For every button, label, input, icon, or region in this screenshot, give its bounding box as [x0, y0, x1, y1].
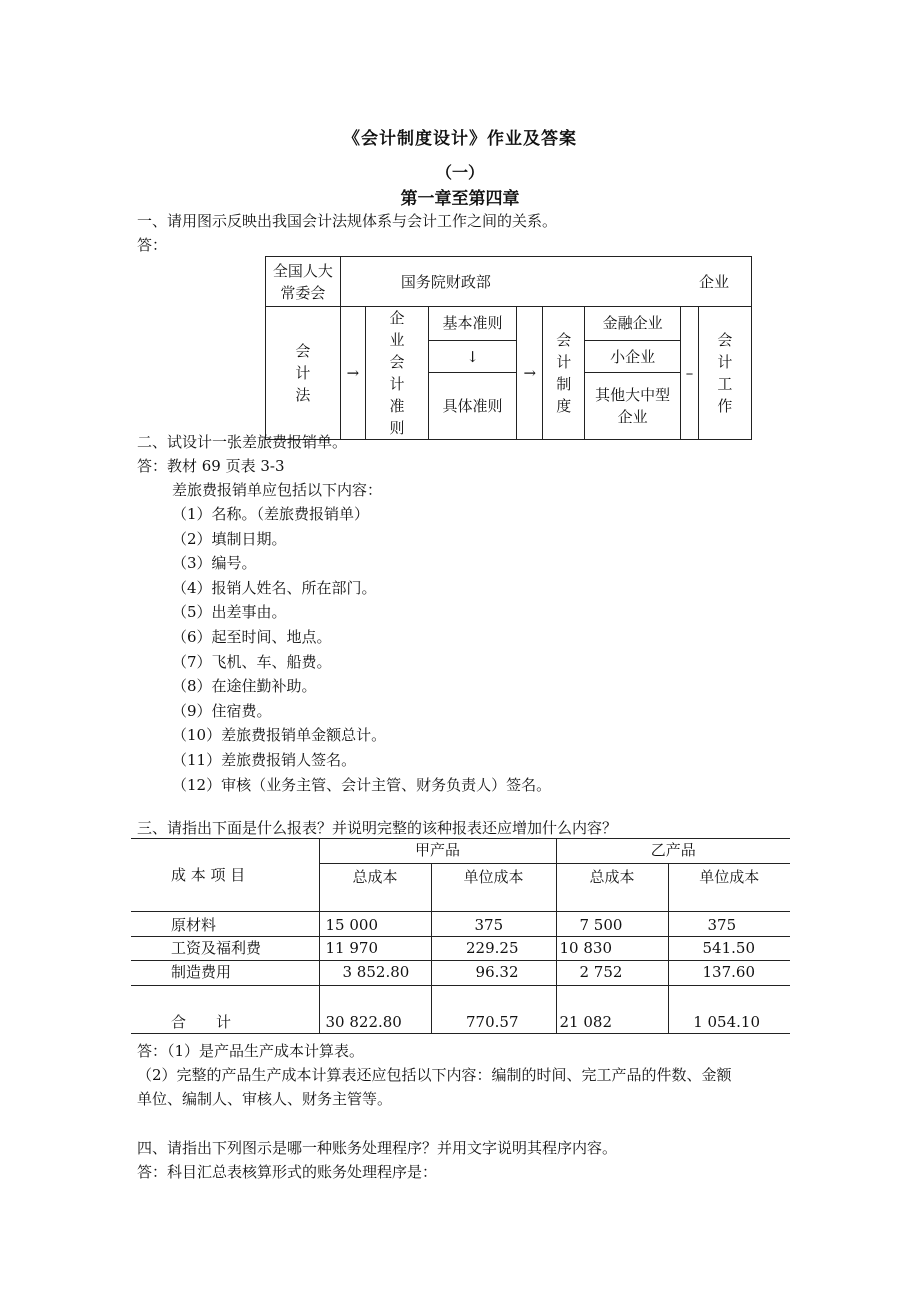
list-item: （12）审核（业务主管、会计主管、财务负责人）签名。	[172, 775, 552, 794]
b-total-cost-header: 总成本	[556, 864, 668, 912]
question-3: 三、请指出下面是什么报表？并说明完整的该种报表还应增加什么内容？	[137, 819, 618, 837]
a-unit-value: 770.57	[431, 986, 556, 1034]
list-item: （4）报销人姓名、所在部门。	[172, 578, 377, 597]
b-unit-value: 541.50	[668, 937, 790, 961]
b-total-value: 2 752	[556, 961, 668, 986]
a-unit-value: 229.25	[431, 937, 556, 961]
question-1: 一、请用图示反映出我国会计法规体系与会计工作之间的关系。	[137, 212, 558, 230]
cost-table	[131, 838, 790, 1034]
small-enterprise-cell: 小企业	[585, 340, 681, 373]
answer-3-part2-line2: 单位、编制人、审核人、财务主管等。	[137, 1090, 393, 1108]
accounting-work-cell: 会计工作	[698, 307, 751, 440]
a-total-value: 11 970	[319, 937, 431, 961]
gov-enterprise-cell	[340, 257, 751, 307]
a-unit-value: 375	[431, 912, 556, 937]
specific-standard-cell: 具体准则	[428, 373, 516, 440]
chapter-range: 第一章至第四章	[400, 189, 520, 209]
answer-label-1: 答：	[137, 236, 168, 254]
regulation-diagram	[265, 256, 752, 440]
list-item: （2）填制日期。	[172, 529, 287, 548]
table-row	[131, 937, 790, 961]
answer-2-intro: 差旅费报销单应包括以下内容：	[172, 481, 383, 499]
a-unit-cost-header: 单位成本	[431, 864, 556, 912]
a-total-value: 3 852.80	[319, 961, 431, 986]
total-row	[131, 986, 790, 1034]
b-unit-value: 1 054.10	[668, 986, 790, 1034]
list-item: （10）差旅费报销单金额总计。	[172, 726, 387, 745]
row-name: 原材料	[131, 912, 319, 937]
list-item: （5）出差事由。	[172, 603, 287, 622]
b-total-value: 10 830	[556, 937, 668, 961]
answer-3-part1: 答：（1）是产品生产成本计算表。	[137, 1042, 365, 1060]
standards-cell: 企业会计准则	[366, 307, 429, 440]
question-4: 四、请指出下列图示是哪一种账务处理程序？并用文字说明其程序内容。	[137, 1139, 618, 1157]
list-item: （8）在途住勤补助。	[172, 677, 317, 696]
product-b-header: 乙产品	[556, 839, 790, 864]
b-total-value: 7 500	[556, 912, 668, 937]
list-item: （11）差旅费报销人签名。	[172, 751, 357, 769]
list-item: （6）起至时间、地点。	[172, 628, 332, 646]
other-enterprise-cell: 其他大中型企业	[585, 373, 681, 440]
a-unit-value: 96.32	[431, 961, 556, 986]
question-2: 二、试设计一张差旅费报销单。	[137, 433, 348, 451]
table-row	[131, 912, 790, 937]
list-item: （7）飞机、车、船费。	[172, 652, 332, 671]
b-unit-cost-header: 单位成本	[668, 864, 790, 912]
accounting-law-cell: 会计法	[266, 307, 341, 440]
gov-label: 国务院财政部	[400, 272, 491, 291]
finance-enterprise-cell: 金融企业	[585, 307, 681, 341]
enterprise-label: 企业	[698, 272, 729, 291]
answer-4: 答：科目汇总表核算形式的账务处理程序是：	[137, 1163, 438, 1181]
b-unit-value: 375	[668, 912, 790, 937]
product-a-header: 甲产品	[319, 839, 556, 864]
b-total-value: 21 082	[556, 986, 668, 1034]
list-item: （1）名称。（差旅费报销单）	[172, 505, 370, 523]
a-total-cost-header: 总成本	[319, 864, 431, 912]
list-item: （9）住宿费。	[172, 701, 272, 720]
part-number: （一）	[435, 163, 484, 182]
arrow-icon: →	[340, 307, 365, 440]
total-label: 合 计	[131, 986, 319, 1034]
list-item: （3）编号。	[172, 554, 257, 573]
b-unit-value: 137.60	[668, 961, 790, 986]
down-arrow-icon: ↓	[428, 340, 516, 373]
row-name: 工资及福利费	[131, 937, 319, 961]
answer-2: 答：教材 69 页表 3-3	[137, 457, 285, 475]
basic-standard-cell: 基本准则	[428, 307, 516, 341]
table-row	[131, 961, 790, 986]
answer-3-part2-line1: （2）完整的产品生产成本计算表还应包括以下内容：编制的时间、完工产品的件数、金额	[137, 1066, 732, 1084]
cost-item-header: 成 本 项 目	[171, 866, 246, 884]
dash-connector: –	[681, 307, 699, 440]
document-title: 《会计制度设计》作业及答案	[343, 129, 577, 149]
row-name: 制造费用	[131, 961, 319, 986]
npc-cell: 全国人大常委会	[266, 257, 341, 307]
a-total-value: 15 000	[319, 912, 431, 937]
a-total-value: 30 822.80	[319, 986, 431, 1034]
accounting-system-cell: 会计制度	[543, 307, 585, 440]
arrow-icon: →	[517, 307, 543, 440]
